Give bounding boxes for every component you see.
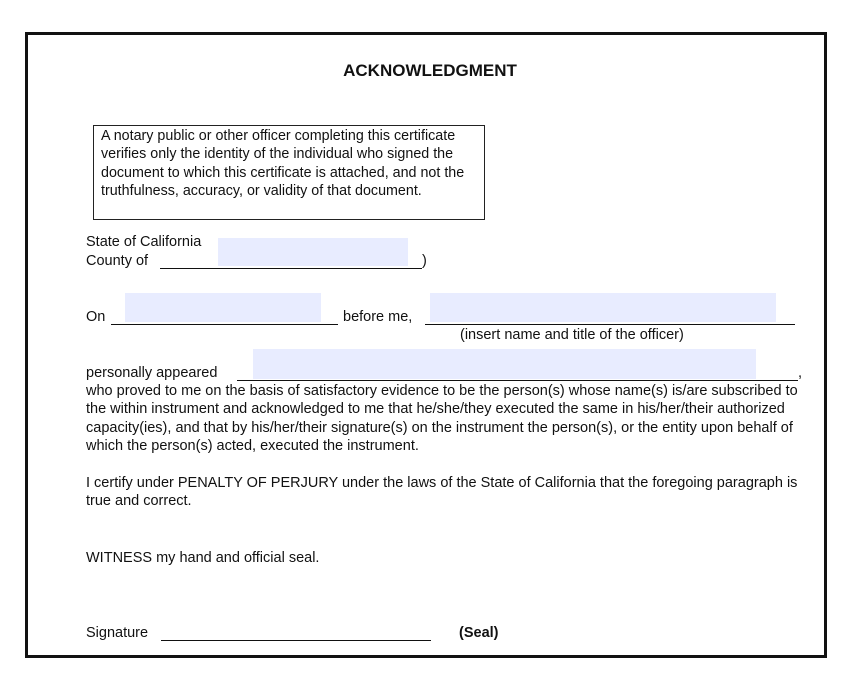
officer-underline [425, 324, 795, 325]
before-me-label: before me, [343, 309, 413, 325]
date-input[interactable] [125, 293, 321, 322]
perjury-paragraph: I certify under PENALTY OF PERJURY under the laws of the State of California that the foregoing paragraph is true and correct. [86, 475, 798, 510]
witness-text: WITNESS my hand and official seal. [86, 550, 320, 566]
officer-caption: (insert name and title of the officer) [460, 327, 684, 343]
notary-notice-box: A notary public or other officer completing this certificate verifies only the identity of the individual who signed the document to which this certificate is attached, and not the truthfulness, accuracy, or validity of that document. [93, 125, 485, 220]
county-underline [160, 268, 422, 269]
seal-label: (Seal) [459, 625, 499, 641]
signature-label: Signature [86, 625, 149, 641]
county-close-paren: ) [422, 253, 427, 269]
county-input[interactable] [218, 238, 408, 266]
appeared-underline [237, 380, 798, 381]
signature-line[interactable] [161, 640, 431, 641]
appeared-comma: , [798, 365, 803, 381]
proof-paragraph: who proved to me on the basis of satisfactory evidence to be the person(s) whose name(s) is/are subscribed to the within instrument and acknowledged to me that he/she/they executed the same in his/her/their authorized capacity(ies), and that by his/her/their signature(s) on the instrument the person(s), or the entity upon behalf of which the person(s) acted, executed the instrument. [86, 383, 798, 455]
on-label: On [86, 309, 106, 325]
state-label: State of California [86, 234, 202, 250]
appeared-input[interactable] [253, 349, 756, 379]
document-title: ACKNOWLEDGMENT [343, 61, 517, 80]
appeared-label: personally appeared [86, 365, 218, 381]
date-underline [111, 324, 338, 325]
county-label: County of [86, 253, 149, 269]
officer-input[interactable] [430, 293, 776, 322]
